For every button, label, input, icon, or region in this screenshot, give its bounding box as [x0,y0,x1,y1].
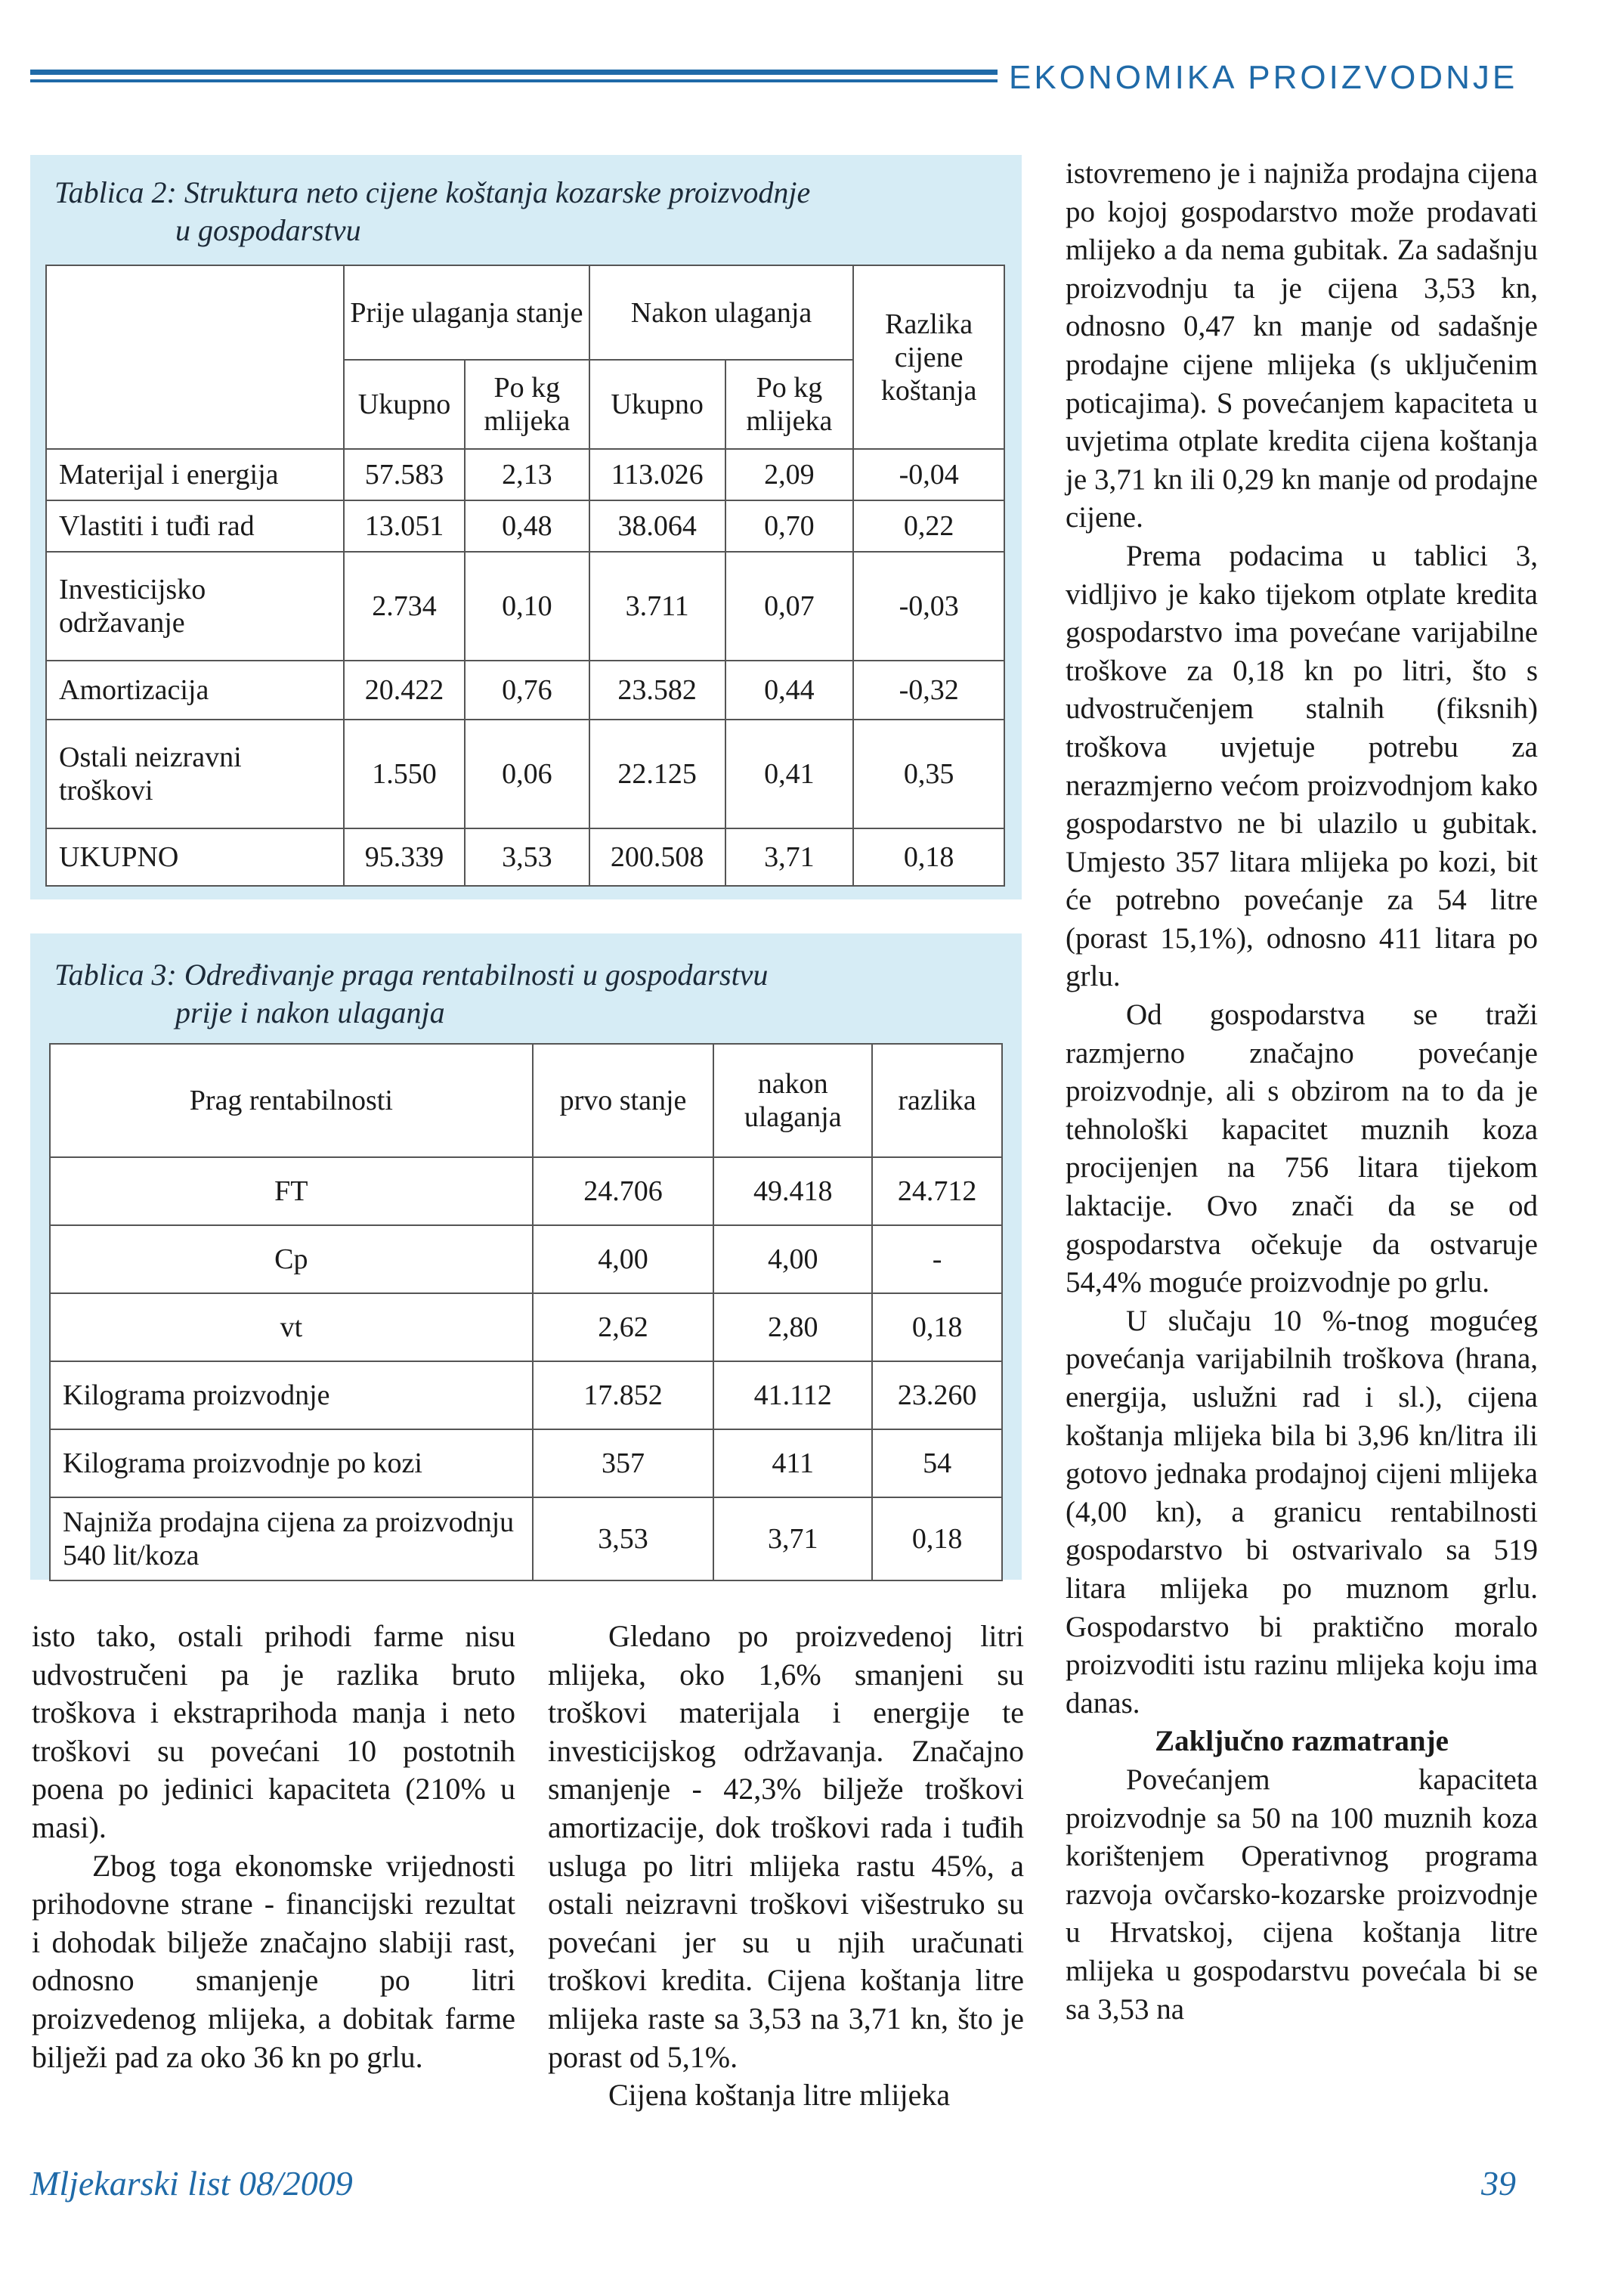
cell: 3,53 [533,1497,714,1580]
cell: 3.711 [589,552,725,661]
cell: 22.125 [589,720,725,828]
cell: 57.583 [344,449,465,500]
cell: 0,07 [725,552,854,661]
table-row [46,500,1004,552]
cell: 2.734 [344,552,465,661]
row-label: Najniža prodajna cijena za proizvodnju 540 lit/koza [50,1497,533,1580]
cell: 2,80 [713,1293,872,1361]
cell: 357 [533,1429,714,1497]
table3-caption: Tablica 3: Određivanje praga rentabilnosti u gospodarstvu prije i nakon ulaganja [54,958,769,1029]
paragraph: Od gospodarstva se traži razmjerno značajno povećanje proizvodnje, ali s obzirom na to da je tehnološki kapacitet muznih koza procijenjen na 756 litara tijekom laktacije. Ovo znači da se od gospodarstva očekuje da ostvaruje 54,4% moguće proizvodnje po grlu. [1066,998,1538,1299]
paragraph: istovremeno je i najniža prodajna cijena po kojoj gospodarstvo može prodavati mlijeko a da nema gubitak. Za sadašnju proizvodnju ta je cijena 3,53 kn, odnosno 0,47 kn manje od sadašnje prodajne cijene mlijeka (s uključenim poticajima). S povećanjem kapaciteta u uvjetima otplate kredita cijena koštanja je 3,71 kn ili 0,29 kn manje od prodajne cijene. [1066,157,1538,534]
table2-sub-total: Ukupno [344,360,465,449]
cell: 4,00 [713,1225,872,1293]
header-rule [30,70,998,87]
paragraph: U slučaju 10 %-tnog mogućeg povećanja varijabilnih troškova (hrana, energija, uslužni rad i sl.), cijena koštanja mlijeka bila bi 3,96 kn/litra ili gotovo jednaka prodajnoj cijeni mlijeka (4,00 kn), a granicu rentabilnosti gospodarstvo bi ostvarivalo sa 519 litara mlijeka po muznom grlu. Gospodarstvo bi praktično moralo proizvoditi istu razinu mlijeka koju ima danas. [1066,1304,1538,1720]
cell: 95.339 [344,828,465,886]
cell: 0,06 [465,720,589,828]
row-label: Ostali neizravni troškovi [46,720,344,828]
table2-caption: Tablica 2: Struktura neto cijene koštanja kozarske proizvodnje u gospodarstvu [54,175,811,247]
table2-head-diff: Razlika cijene koštanja [853,265,1004,449]
table-row [46,720,1004,828]
table3-box [30,933,1022,1580]
cell: 3,71 [713,1497,872,1580]
cell: 4,00 [533,1225,714,1293]
cell: 23.260 [872,1361,1002,1429]
cell: 17.852 [533,1361,714,1429]
table-row [46,828,1004,886]
row-label: Amortizacija [46,661,344,720]
table2 [45,265,1005,887]
row-label: UKUPNO [46,828,344,886]
cell: 0,48 [465,500,589,552]
row-label: Kilograma proizvodnje [50,1361,533,1429]
table3 [49,1043,1003,1581]
cell: 0,70 [725,500,854,552]
cell: -0,04 [853,449,1004,500]
table-row [46,552,1004,661]
cell: -0,32 [853,661,1004,720]
cell: 13.051 [344,500,465,552]
table-row [50,1497,1002,1580]
table2-corner [46,265,344,449]
paragraph: Zbog toga ekonomske vrijednosti prihodovne strane - financijski rezultat i dohodak bilježe značajno slabiji rast, odnosno smanjenje po litri proizvedenog mlijeka, a dobitak farme bilježi pad za oko 36 kn po grlu. [32,1848,515,2074]
table2-box [30,155,1022,899]
section-title: EKONOMIKA PROIZVODNJE [1009,59,1518,96]
cell: 38.064 [589,500,725,552]
table-row [46,449,1004,500]
cell: 41.112 [713,1361,872,1429]
table-row [50,1429,1002,1497]
table2-head-before: Prije ulaganja stanje [344,265,589,360]
table-row [46,661,1004,720]
cell: 20.422 [344,661,465,720]
body-column-3 [1066,155,1538,2029]
journal-name: Mljekarski list 08/2009 [30,2164,353,2203]
table-row [50,1293,1002,1361]
row-label: vt [50,1293,533,1361]
cell: 49.418 [713,1157,872,1225]
table2-sub-total: Ukupno [589,360,725,449]
table3-head-after: nakon ulaganja [713,1044,872,1157]
table-row [50,1361,1002,1429]
cell: 113.026 [589,449,725,500]
paragraph: isto tako, ostali prihodi farme nisu udvostručeni pa je razlika bruto troškova i ekstraprihoda manja i neto troškovi su povećani 10 postotnih poena po jedinici kapaciteta (210% u masi). [32,1619,515,1844]
cell: 2,13 [465,449,589,500]
table2-head-after: Nakon ulaganja [589,265,854,360]
cell: 411 [713,1429,872,1497]
page-number: 39 [1481,2164,1516,2203]
section-heading: Zaključno razmatranje [1155,1725,1449,1758]
paragraph: Povećanjem kapaciteta proizvodnje sa 50 na 100 muznih koza korištenjem Operativnog programa razvoja ovčarsko-kozarske proizvodnje u Hrvatskoj, cijena koštanja litre mlijeka u gospodarstvu povećala bi se sa 3,53 na [1066,1763,1538,2026]
row-label: FT [50,1157,533,1225]
paragraph: Cijena koštanja litre mlijeka [608,2078,951,2113]
table-row [50,1157,1002,1225]
cell: 0,44 [725,661,854,720]
cell: 0,41 [725,720,854,828]
cell: 1.550 [344,720,465,828]
table3-head-label: Prag rentabilnosti [50,1044,533,1157]
table2-sub-perkg: Po kg mlijeka [725,360,854,449]
cell: 0,22 [853,500,1004,552]
table3-head-first: prvo stanje [533,1044,714,1157]
cell: 2,62 [533,1293,714,1361]
row-label: Investicijsko održavanje [46,552,344,661]
cell: 0,18 [872,1293,1002,1361]
cell: 3,53 [465,828,589,886]
cell: 23.582 [589,661,725,720]
cell: 3,71 [725,828,854,886]
cell: 0,76 [465,661,589,720]
cell: 24.706 [533,1157,714,1225]
table-row [50,1225,1002,1293]
cell: 2,09 [725,449,854,500]
row-label: Cp [50,1225,533,1293]
table3-head-diff: razlika [872,1044,1002,1157]
row-label: Kilograma proizvodnje po kozi [50,1429,533,1497]
cell: 0,35 [853,720,1004,828]
cell: -0,03 [853,552,1004,661]
cell: 200.508 [589,828,725,886]
cell: 0,10 [465,552,589,661]
cell: - [872,1225,1002,1293]
cell: 0,18 [872,1497,1002,1580]
body-column-2 [548,1618,1024,2115]
cell: 54 [872,1429,1002,1497]
paragraph: Gledano po proizvedenoj litri mlijeka, oko 1,6% smanjeni su troškovi materijala i energije te investicijskog održavanja. Značajno smanjenje - 42,3% bilježe troškovi amortizacije, dok troškovi rada i tuđih usluga po litri mlijeka rastu 45%, a ostali neizravni troškovi višestruko su povećani jer su u njih uračunati troškovi kredita. Cijena koštanja litre mlijeka raste sa 3,53 na 3,71 kn, što je porast od 5,1%. [548,1619,1024,2074]
body-column-1 [32,1618,515,2076]
paragraph: Prema podacima u tablici 3, vidljivo je kako tijekom otplate kredita gospodarstvo ima povećane varijabilne troškove za 0,18 kn po litri, što s udvostručenjem stalnih (fiksnih) troškova uvjetuje potrebu za nerazmjerno većom proizvodnjom kako gospodarstvo ne bi ulazilo u gubitak. Umjesto 357 litara mlijeka po kozi, bit će potrebno povećanje za 54 litre (porast 15,1%), odnosno 411 litara po grlu. [1066,539,1538,993]
row-label: Materijal i energija [46,449,344,500]
cell: 0,18 [853,828,1004,886]
row-label: Vlastiti i tuđi rad [46,500,344,552]
table2-sub-perkg: Po kg mlijeka [465,360,589,449]
cell: 24.712 [872,1157,1002,1225]
